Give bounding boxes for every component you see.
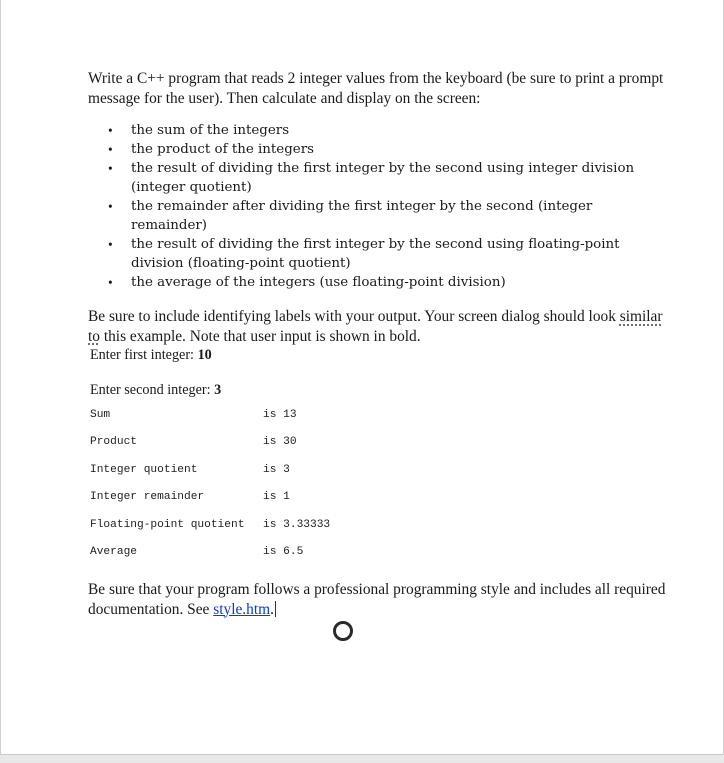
- list-item: [88, 273, 668, 292]
- output-value: is 6.5: [263, 545, 304, 558]
- second-prompt-line: [90, 381, 668, 399]
- second-prompt-label: Enter second integer:: [90, 382, 215, 398]
- sample-output: [90, 409, 668, 573]
- list-item-text: the result of dividing the first integer by the second using integer division (integer quotient): [131, 161, 635, 195]
- bullet-icon: •: [108, 161, 113, 176]
- first-prompt-line: [90, 346, 668, 364]
- output-label: Floating-point quotient: [90, 518, 245, 531]
- list-item: [88, 197, 668, 235]
- intro-paragraph: Write a C++ program that reads 2 integer values from the keyboard (be sure to print a prompt message for the user). Then calculate and display on the screen:: [88, 70, 664, 107]
- bullet-icon: •: [108, 199, 113, 214]
- page-bottom-strip: [0, 755, 724, 763]
- output-value: is 3.33333: [263, 518, 331, 531]
- second-prompt-input: 3: [214, 382, 222, 398]
- output-label: Integer remainder: [90, 491, 205, 504]
- output-row: [90, 409, 668, 436]
- bullet-icon: •: [108, 142, 113, 157]
- first-prompt-input: 10: [197, 347, 212, 363]
- list-item: [88, 235, 668, 273]
- document-body: [88, 69, 668, 573]
- list-item-text: the product of the integers: [131, 142, 314, 157]
- closing-end: .: [270, 600, 274, 618]
- output-label: Product: [90, 436, 137, 449]
- closing-text: Be sure that your program follows a professional programming style and includes all required documentation. See: [88, 581, 666, 618]
- list-item-text: the result of dividing the first integer by the second using floating-point division (floating-point quotient): [131, 237, 620, 271]
- output-label: Sum: [90, 409, 111, 421]
- busy-cursor-icon: [333, 621, 353, 641]
- list-item: [88, 159, 668, 197]
- task-list: [88, 121, 668, 292]
- grammar-flagged-text[interactable]: similar to: [88, 308, 663, 345]
- output-row: [90, 436, 668, 463]
- output-label: Average: [90, 545, 137, 558]
- list-item-text: the average of the integers (use floating-point division): [131, 275, 506, 290]
- labels-text-before: Be sure to include identifying labels with your output. Your screen dialog should look: [88, 308, 620, 325]
- text-caret: [275, 601, 276, 617]
- output-value: is 3: [263, 463, 290, 476]
- first-prompt-label: Enter first integer:: [90, 347, 198, 363]
- bullet-icon: •: [108, 123, 113, 138]
- closing-paragraph: [88, 580, 668, 619]
- style-link[interactable]: style.htm: [213, 600, 271, 618]
- output-row: [90, 519, 668, 546]
- bullet-icon: •: [108, 237, 113, 252]
- output-row: [90, 464, 668, 491]
- output-value: is 1: [263, 491, 290, 504]
- list-item: [88, 121, 668, 140]
- output-value: is 13: [263, 409, 297, 421]
- output-value: is 30: [263, 436, 297, 449]
- output-label: Integer quotient: [90, 463, 198, 476]
- labels-paragraph: [88, 307, 668, 346]
- bullet-icon: •: [108, 275, 113, 290]
- list-item-text: the remainder after dividing the first integer by the second (integer remainder): [131, 199, 593, 233]
- output-row: [90, 546, 668, 573]
- labels-text-after: this example. Note that user input is shown in bold.: [99, 327, 421, 345]
- list-item: [88, 140, 668, 159]
- list-item-text: the sum of the integers: [131, 123, 290, 138]
- output-row: [90, 491, 668, 518]
